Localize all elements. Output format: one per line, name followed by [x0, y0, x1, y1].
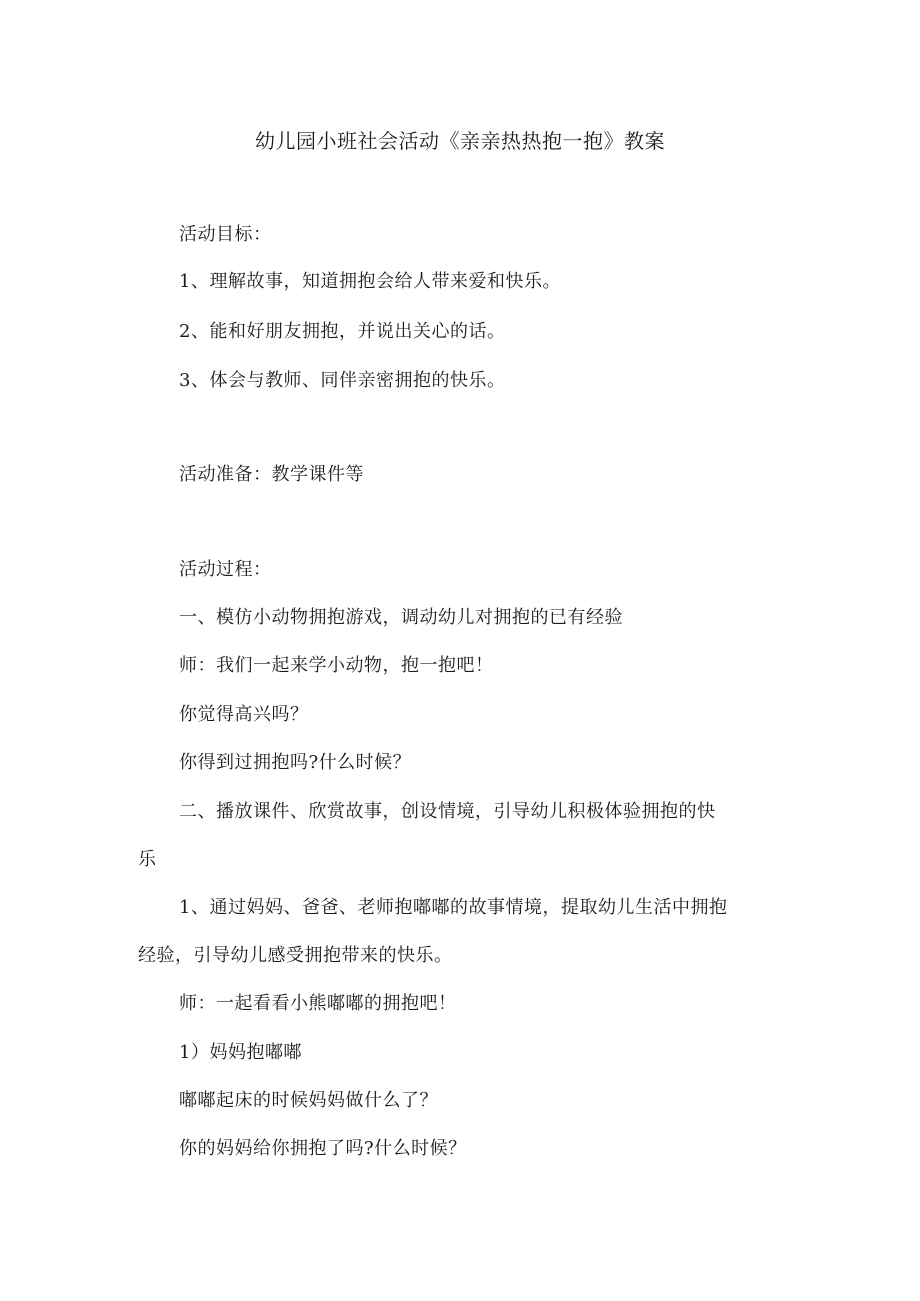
process-paragraph: 嘟嘟起床的时候妈妈做什么了？: [179, 1090, 438, 1111]
objective-item: 1、理解故事，知道拥抱会给人带来爱和快乐。: [179, 271, 561, 292]
process-heading: 活动过程：: [179, 559, 272, 580]
process-paragraph: 二、播放课件、欣赏故事，创设情境，引导幼儿积极体验拥抱的快: [179, 801, 716, 822]
objective-item: 3、体会与教师、同伴亲密拥抱的快乐。: [179, 370, 506, 391]
process-paragraph: 你得到过拥抱吗?什么时候？: [179, 752, 412, 773]
process-paragraph-continuation: 经验，引导幼儿感受拥抱带来的快乐。: [138, 945, 453, 966]
preparation-line: 活动准备：教学课件等: [179, 464, 364, 485]
document-title: 幼儿园小班社会活动《亲亲热热抱一抱》教案: [255, 129, 665, 153]
process-paragraph: 你的妈妈给你拥抱了吗?什么时候？: [179, 1138, 467, 1159]
process-paragraph: 你觉得高兴吗？: [179, 704, 309, 725]
process-paragraph: 师：我们一起来学小动物，抱一抱吧！: [179, 655, 494, 676]
objective-item: 2、能和好朋友拥抱，并说出关心的话。: [179, 321, 506, 342]
process-paragraph-continuation: 乐: [138, 849, 157, 870]
process-paragraph: 1）妈妈抱嘟嘟: [179, 1042, 302, 1063]
process-paragraph: 1、通过妈妈、爸爸、老师抱嘟嘟的故事情境，提取幼儿生活中拥抱: [179, 897, 728, 918]
process-paragraph: 一、模仿小动物拥抱游戏，调动幼儿对拥抱的已有经验: [179, 607, 623, 628]
objectives-heading: 活动目标：: [179, 224, 272, 245]
process-paragraph: 师：一起看看小熊嘟嘟的拥抱吧！: [179, 993, 457, 1014]
